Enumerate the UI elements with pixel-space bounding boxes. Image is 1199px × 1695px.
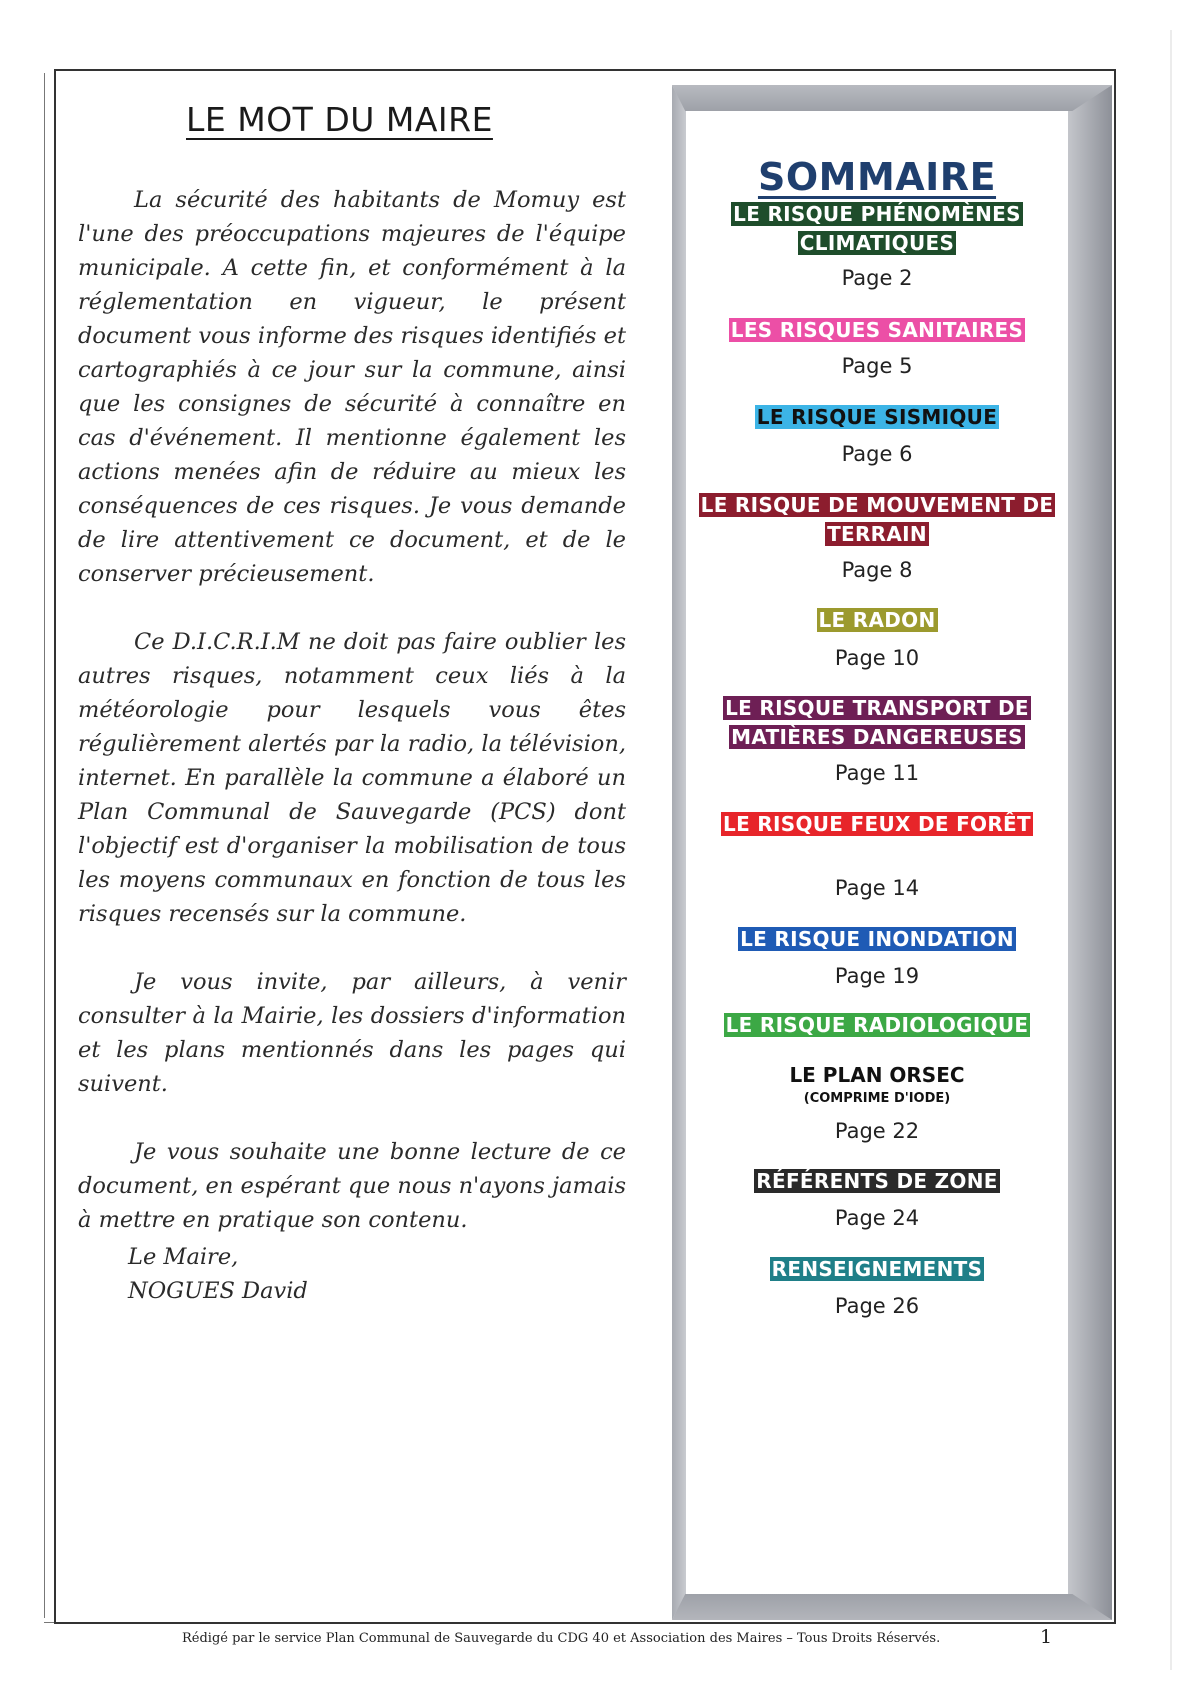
toc-label: LE RISQUE PHÉNOMÈNES CLIMATIQUES bbox=[733, 202, 1021, 255]
toc-entry-referents-zone[interactable] bbox=[686, 1167, 1068, 1196]
toc-page: Page 26 bbox=[834, 1294, 920, 1318]
toc-label: LE RISQUE FEUX DE FORÊT bbox=[723, 812, 1031, 836]
toc-page: Page 11 bbox=[834, 761, 920, 785]
sommaire-content bbox=[686, 111, 1068, 1594]
letter-paragraph-2: Ce D.I.C.R.I.M ne doit pas faire oublier les autres risques, notamment ceux liés à la météorologie pour lesquels vous êtes régulièrement alertés par la radio, la télévision, internet. En parallèle la commune a élaboré un Plan Communal de Sauvegarde (PCS) dont l'objectif est d'organiser la mobilisation de tous les moyens communaux en fonction de tous les risques recensés sur la commune. bbox=[78, 629, 626, 927]
toc-page: Page 19 bbox=[834, 964, 920, 988]
toc-page: Page 24 bbox=[834, 1206, 920, 1230]
mayor-section-title: LE MOT DU MAIRE bbox=[186, 100, 493, 139]
letter-paragraph-4: Je vous souhaite une bonne lecture de ce document, en espérant que nous n'ayons jamais à mettre en pratique son contenu. bbox=[78, 1139, 626, 1233]
toc-entry-feux-foret[interactable] bbox=[686, 810, 1068, 839]
toc-label: LE RISQUE SISMIQUE bbox=[756, 405, 998, 429]
toc-label: LE RISQUE INONDATION bbox=[740, 927, 1014, 951]
signature-role: Le Maire, bbox=[128, 1244, 239, 1270]
toc-page: Page 2 bbox=[841, 266, 913, 290]
toc-entry-transport-matieres[interactable] bbox=[686, 694, 1068, 752]
toc-page: Page 22 bbox=[834, 1119, 920, 1143]
mayor-signature bbox=[128, 1240, 308, 1308]
toc-label: RENSEIGNEMENTS bbox=[771, 1257, 983, 1281]
mayor-letter bbox=[78, 183, 626, 1271]
toc-label: LE RADON bbox=[818, 608, 936, 632]
toc-page: Page 8 bbox=[841, 558, 913, 582]
toc-plan-orsec[interactable]: LE PLAN ORSEC bbox=[789, 1063, 965, 1087]
toc-label: LE RISQUE DE MOUVEMENT DE TERRAIN bbox=[700, 493, 1054, 546]
toc-plan-orsec-sublabel: (COMPRIME D'IODE) bbox=[803, 1091, 951, 1106]
panel-bevel-top bbox=[672, 85, 1112, 111]
panel-bevel-right bbox=[1068, 85, 1112, 1620]
toc-label: LES RISQUES SANITAIRES bbox=[730, 318, 1024, 342]
sommaire-title: SOMMAIRE bbox=[757, 155, 997, 199]
toc-entry-radiologique[interactable] bbox=[686, 1011, 1068, 1040]
panel-bevel-left bbox=[672, 85, 686, 1620]
page-number: 1 bbox=[1040, 1626, 1053, 1648]
toc-entry-mouvement-terrain[interactable] bbox=[686, 491, 1068, 549]
toc-entry-renseignements[interactable] bbox=[686, 1255, 1068, 1284]
toc-page: Page 14 bbox=[834, 876, 920, 900]
toc-entry-sismique[interactable] bbox=[686, 403, 1068, 432]
toc-label: LE RISQUE RADIOLOGIQUE bbox=[725, 1013, 1029, 1037]
signature-name: NOGUES David bbox=[128, 1278, 308, 1304]
toc-entry-sanitaires[interactable] bbox=[686, 316, 1068, 345]
toc-label: LE RISQUE TRANSPORT DE MATIÈRES DANGEREUSES bbox=[725, 696, 1029, 749]
toc-entry-radon[interactable] bbox=[686, 606, 1068, 635]
panel-bevel-bottom bbox=[672, 1594, 1112, 1620]
toc-entry-climatiques[interactable] bbox=[686, 200, 1068, 258]
letter-paragraph-3: Je vous invite, par ailleurs, à venir consulter à la Mairie, les dossiers d'information et les plans mentionnés dans les pages qui suivent. bbox=[78, 969, 626, 1097]
toc-page: Page 5 bbox=[841, 354, 913, 378]
footer-credits: Rédigé par le service Plan Communal de Sauvegarde du CDG 40 et Association des Maires – Tous Droits Réservés. bbox=[182, 1631, 941, 1646]
toc-page: Page 10 bbox=[834, 646, 920, 670]
toc-label: RÉFÉRENTS DE ZONE bbox=[756, 1169, 998, 1193]
letter-paragraph-1: La sécurité des habitants de Momuy est l'une des préoccupations majeures de l'équipe municipale. A cette fin, et conformément à la réglementation en vigueur, le présent document vous informe des risques identifiés et cartographiés à ce jour sur la commune, ainsi que les consignes de sécurité à connaître en cas d'événement. Il mentionne également les actions menées afin de réduire au mieux les conséquences de ces risques. Je vous demande de lire attentivement ce document, et de le conserver précieusement. bbox=[78, 187, 626, 587]
sommaire-panel bbox=[672, 85, 1112, 1620]
toc-entry-inondation[interactable] bbox=[686, 925, 1068, 954]
scan-edge-line bbox=[1170, 30, 1172, 1670]
toc-page: Page 6 bbox=[841, 442, 913, 466]
